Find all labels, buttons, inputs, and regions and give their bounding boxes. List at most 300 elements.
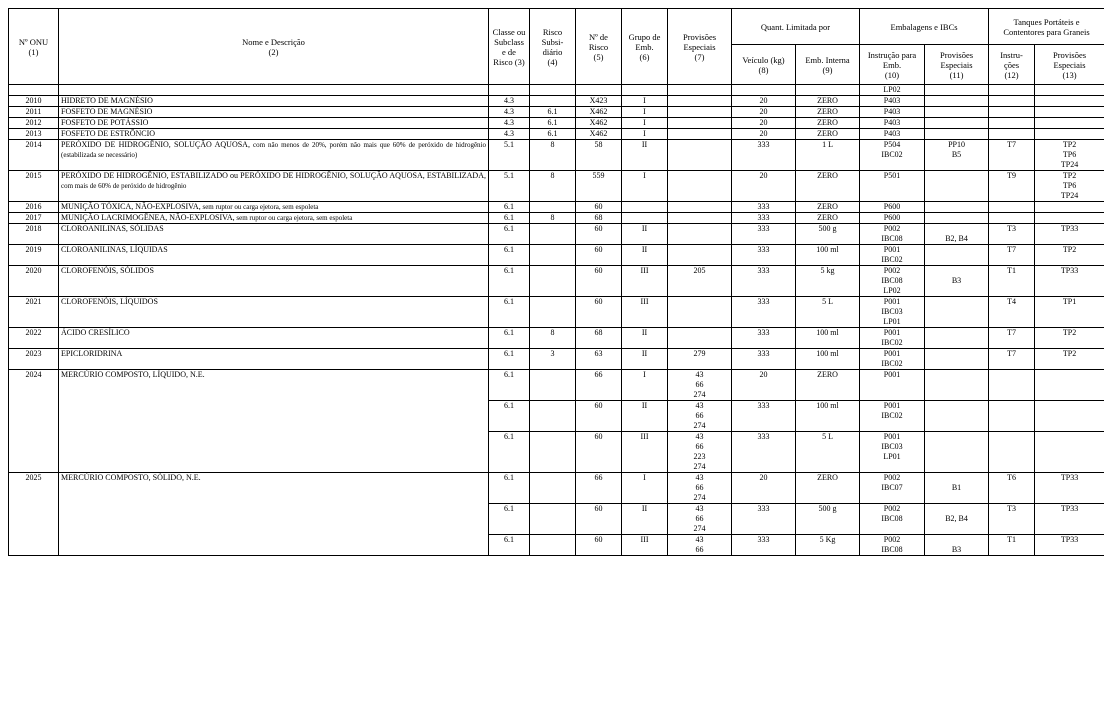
instrucoes-12-cell bbox=[989, 107, 1035, 118]
provisoes-especiais-cell: 43 66 223 274 bbox=[668, 432, 732, 473]
provisoes-especiais-cell bbox=[668, 328, 732, 349]
provisoes-13-cell: TP33 bbox=[1035, 266, 1104, 297]
risco-subsidiario-cell bbox=[530, 245, 576, 266]
instrucao-emb-cell: P001 IBC02 bbox=[860, 245, 925, 266]
provisoes-13-cell: TP33 bbox=[1035, 535, 1104, 556]
document-page bbox=[8, 8, 1104, 613]
instrucoes-12-cell: T7 bbox=[989, 140, 1035, 171]
classe-cell: 6.1 bbox=[489, 213, 530, 224]
nome-descricao-cell: MUNIÇÃO LACRIMOGÊNEA, NÃO-EXPLOSIVA, sem ruptor ou carga ejetora, sem espoleta bbox=[59, 213, 489, 224]
grupo-emb-cell: III bbox=[622, 297, 668, 328]
header-instrucao-emb: Instrução para Emb. (10) bbox=[860, 45, 925, 85]
numero-risco-cell: X462 bbox=[576, 129, 622, 140]
header-provisoes-especiais: Provisões Especiais (7) bbox=[668, 9, 732, 85]
instrucao-emb-cell: P002 IBC08 bbox=[860, 535, 925, 556]
instrucao-emb-cell: P001 IBC03 LP01 bbox=[860, 297, 925, 328]
veiculo-cell: 333 bbox=[732, 297, 796, 328]
numero-risco-cell: 60 bbox=[576, 202, 622, 213]
provisoes-13-cell: TP2 bbox=[1035, 328, 1104, 349]
instrucao-emb-cell: P002 IBC08 LP02 bbox=[860, 266, 925, 297]
grupo-emb-cell: II bbox=[622, 245, 668, 266]
provisoes-13-cell: TP2 bbox=[1035, 349, 1104, 370]
nome-descricao-cell: FOSFETO DE POTÁSSIO bbox=[59, 118, 489, 129]
provisoes-especiais-cell bbox=[668, 171, 732, 202]
nome-descricao-cell: CLOROANILINAS, SÓLIDAS bbox=[59, 224, 489, 245]
onu-number-cell: 2020 bbox=[9, 266, 59, 297]
classe-cell: 6.1 bbox=[489, 401, 530, 432]
emb-interna-cell: ZERO bbox=[796, 118, 860, 129]
table-cell bbox=[622, 85, 668, 96]
onu-number-cell: 2023 bbox=[9, 349, 59, 370]
instrucao-emb-cell: P403 bbox=[860, 96, 925, 107]
veiculo-cell: 20 bbox=[732, 96, 796, 107]
provisoes-11-cell bbox=[925, 349, 989, 370]
header-nome: Nome e Descrição (2) bbox=[59, 9, 489, 85]
emb-interna-cell: 500 g bbox=[796, 224, 860, 245]
provisoes-especiais-cell bbox=[668, 129, 732, 140]
classe-cell: 6.1 bbox=[489, 202, 530, 213]
instrucoes-12-cell: T3 bbox=[989, 224, 1035, 245]
nome-descricao-cell: EPICLORIDRINA bbox=[59, 349, 489, 370]
grupo-emb-cell: III bbox=[622, 535, 668, 556]
numero-risco-cell: 68 bbox=[576, 328, 622, 349]
emb-interna-cell: ZERO bbox=[796, 107, 860, 118]
header-risco-subsidiario: Risco Subsi- diário (4) bbox=[530, 9, 576, 85]
numero-risco-cell: 60 bbox=[576, 224, 622, 245]
numero-risco-cell: 60 bbox=[576, 297, 622, 328]
classe-cell: 4.3 bbox=[489, 107, 530, 118]
nome-descricao-cell: MERCÚRIO COMPOSTO, LÍQUIDO, N.E. bbox=[59, 370, 489, 473]
veiculo-cell: 333 bbox=[732, 432, 796, 473]
provisoes-11-cell bbox=[925, 107, 989, 118]
provisoes-especiais-cell bbox=[668, 245, 732, 266]
provisoes-13-cell bbox=[1035, 401, 1104, 432]
instrucao-emb-cell: P403 bbox=[860, 129, 925, 140]
grupo-emb-cell: II bbox=[622, 140, 668, 171]
risco-subsidiario-cell bbox=[530, 504, 576, 535]
table-row bbox=[9, 349, 1105, 370]
onu-number-cell: 2019 bbox=[9, 245, 59, 266]
classe-cell: 6.1 bbox=[489, 224, 530, 245]
onu-number-cell: 2025 bbox=[9, 473, 59, 556]
nome-descricao-cell: FOSFETO DE MAGNÉSIO bbox=[59, 107, 489, 118]
provisoes-especiais-cell bbox=[668, 107, 732, 118]
emb-interna-cell: 5 Kg bbox=[796, 535, 860, 556]
instrucoes-12-cell bbox=[989, 129, 1035, 140]
provisoes-especiais-cell: 279 bbox=[668, 349, 732, 370]
table-row bbox=[9, 328, 1105, 349]
instrucoes-12-cell bbox=[989, 213, 1035, 224]
emb-interna-cell: 5 kg bbox=[796, 266, 860, 297]
table-row bbox=[9, 202, 1105, 213]
veiculo-cell: 333 bbox=[732, 224, 796, 245]
provisoes-13-cell: TP33 bbox=[1035, 504, 1104, 535]
grupo-emb-cell: I bbox=[622, 370, 668, 401]
provisoes-13-cell bbox=[1035, 202, 1104, 213]
veiculo-cell: 20 bbox=[732, 370, 796, 401]
provisoes-especiais-cell bbox=[668, 213, 732, 224]
header-veiculo: Veículo (kg) (8) bbox=[732, 45, 796, 85]
table-row bbox=[9, 245, 1105, 266]
classe-cell: 6.1 bbox=[489, 473, 530, 504]
veiculo-cell: 333 bbox=[732, 349, 796, 370]
provisoes-13-cell bbox=[1035, 370, 1104, 401]
provisoes-11-cell bbox=[925, 202, 989, 213]
header-quant-limitada: Quant. Limitada por bbox=[732, 9, 860, 45]
risco-subsidiario-cell: 6.1 bbox=[530, 107, 576, 118]
numero-risco-cell: 58 bbox=[576, 140, 622, 171]
table-row bbox=[9, 473, 1105, 504]
emb-interna-cell: 5 L bbox=[796, 432, 860, 473]
header-onu: Nº ONU (1) bbox=[9, 9, 59, 85]
emb-interna-cell: ZERO bbox=[796, 171, 860, 202]
instrucao-emb-cell: P002 IBC08 bbox=[860, 504, 925, 535]
risco-subsidiario-cell bbox=[530, 297, 576, 328]
classe-cell: 6.1 bbox=[489, 349, 530, 370]
classe-cell: 6.1 bbox=[489, 245, 530, 266]
provisoes-13-cell bbox=[1035, 432, 1104, 473]
provisoes-11-cell bbox=[925, 171, 989, 202]
table-body bbox=[9, 85, 1105, 556]
grupo-emb-cell: I bbox=[622, 171, 668, 202]
veiculo-cell: 333 bbox=[732, 202, 796, 213]
onu-number-cell: 2021 bbox=[9, 297, 59, 328]
provisoes-11-cell: B2, B4 bbox=[925, 504, 989, 535]
emb-interna-cell: 100 ml bbox=[796, 349, 860, 370]
numero-risco-cell: 60 bbox=[576, 504, 622, 535]
provisoes-11-cell bbox=[925, 401, 989, 432]
table-row bbox=[9, 266, 1105, 297]
onu-number-cell: 2022 bbox=[9, 328, 59, 349]
header-instrucoes-12: Instru- ções (12) bbox=[989, 45, 1035, 85]
veiculo-cell: 20 bbox=[732, 118, 796, 129]
veiculo-cell: 333 bbox=[732, 213, 796, 224]
emb-interna-cell: 100 ml bbox=[796, 245, 860, 266]
onu-number-cell: 2014 bbox=[9, 140, 59, 171]
provisoes-13-cell bbox=[1035, 96, 1104, 107]
table-cell bbox=[530, 85, 576, 96]
provisoes-especiais-cell: 43 66 274 bbox=[668, 504, 732, 535]
provisoes-13-cell bbox=[1035, 213, 1104, 224]
provisoes-11-cell bbox=[925, 370, 989, 401]
classe-cell: 6.1 bbox=[489, 266, 530, 297]
instrucoes-12-cell bbox=[989, 96, 1035, 107]
instrucao-emb-cell: P001 IBC02 bbox=[860, 349, 925, 370]
grupo-emb-cell bbox=[622, 213, 668, 224]
instrucao-emb-cell: P403 bbox=[860, 107, 925, 118]
provisoes-especiais-cell bbox=[668, 118, 732, 129]
provisoes-especiais-cell: 205 bbox=[668, 266, 732, 297]
grupo-emb-cell: III bbox=[622, 432, 668, 473]
risco-subsidiario-cell: 6.1 bbox=[530, 118, 576, 129]
onu-number-cell: 2011 bbox=[9, 107, 59, 118]
risco-subsidiario-cell: 8 bbox=[530, 140, 576, 171]
nome-descricao-cell: CLOROANILINAS, LÍQUIDAS bbox=[59, 245, 489, 266]
table-row bbox=[9, 129, 1105, 140]
instrucoes-12-cell: T1 bbox=[989, 266, 1035, 297]
provisoes-11-cell: PP10 B5 bbox=[925, 140, 989, 171]
emb-interna-cell: ZERO bbox=[796, 96, 860, 107]
instrucoes-12-cell: T6 bbox=[989, 473, 1035, 504]
instrucao-emb-cell: P504 IBC02 bbox=[860, 140, 925, 171]
dangerous-goods-table bbox=[8, 8, 1104, 556]
provisoes-11-cell: B3 bbox=[925, 535, 989, 556]
grupo-emb-cell: I bbox=[622, 96, 668, 107]
table-cell bbox=[9, 85, 59, 96]
nome-descricao-cell: FOSFETO DE ESTRÔNCIO bbox=[59, 129, 489, 140]
provisoes-especiais-cell: 43 66 274 bbox=[668, 401, 732, 432]
veiculo-cell: 333 bbox=[732, 328, 796, 349]
grupo-emb-cell bbox=[622, 202, 668, 213]
provisoes-11-cell: B2, B4 bbox=[925, 224, 989, 245]
provisoes-especiais-cell bbox=[668, 140, 732, 171]
instrucao-emb-cell: P001 IBC02 bbox=[860, 328, 925, 349]
instrucao-emb-cell: P403 bbox=[860, 118, 925, 129]
emb-interna-cell: 5 L bbox=[796, 297, 860, 328]
classe-cell: 6.1 bbox=[489, 297, 530, 328]
classe-cell: 6.1 bbox=[489, 504, 530, 535]
numero-risco-cell: X423 bbox=[576, 96, 622, 107]
table-row bbox=[9, 297, 1105, 328]
classe-cell: 5.1 bbox=[489, 140, 530, 171]
numero-risco-cell: 60 bbox=[576, 432, 622, 473]
table-row bbox=[9, 118, 1105, 129]
numero-risco-cell: 60 bbox=[576, 401, 622, 432]
onu-number-cell: 2012 bbox=[9, 118, 59, 129]
numero-risco-cell: 63 bbox=[576, 349, 622, 370]
instrucao-emb-cell: P501 bbox=[860, 171, 925, 202]
numero-risco-cell: 559 bbox=[576, 171, 622, 202]
instrucao-emb-cell: P002 IBC07 bbox=[860, 473, 925, 504]
instrucoes-12-cell: T7 bbox=[989, 349, 1035, 370]
onu-number-cell: 2018 bbox=[9, 224, 59, 245]
veiculo-cell: 333 bbox=[732, 401, 796, 432]
onu-number-cell: 2013 bbox=[9, 129, 59, 140]
grupo-emb-cell: I bbox=[622, 118, 668, 129]
table-cell bbox=[989, 85, 1035, 96]
instrucoes-12-cell: T1 bbox=[989, 535, 1035, 556]
table-cell bbox=[1035, 85, 1104, 96]
provisoes-11-cell bbox=[925, 245, 989, 266]
veiculo-cell: 20 bbox=[732, 473, 796, 504]
emb-interna-cell: ZERO bbox=[796, 213, 860, 224]
table-cell bbox=[489, 85, 530, 96]
emb-interna-cell: ZERO bbox=[796, 202, 860, 213]
numero-risco-cell: X462 bbox=[576, 107, 622, 118]
nome-descricao-cell: MUNIÇÃO TÓXICA, NÃO-EXPLOSIVA, sem ruptor ou carga ejetora, sem espoleta bbox=[59, 202, 489, 213]
risco-subsidiario-cell: 6.1 bbox=[530, 129, 576, 140]
risco-subsidiario-cell bbox=[530, 401, 576, 432]
provisoes-especiais-cell: 43 66 274 bbox=[668, 473, 732, 504]
provisoes-11-cell bbox=[925, 118, 989, 129]
provisoes-13-cell: TP33 bbox=[1035, 473, 1104, 504]
table-cell bbox=[668, 85, 732, 96]
grupo-emb-cell: II bbox=[622, 328, 668, 349]
emb-interna-cell: 100 ml bbox=[796, 328, 860, 349]
veiculo-cell: 333 bbox=[732, 266, 796, 297]
instrucoes-12-cell bbox=[989, 202, 1035, 213]
emb-interna-cell: 500 g bbox=[796, 504, 860, 535]
veiculo-cell: 20 bbox=[732, 129, 796, 140]
header-embalagens-ibcs: Embalagens e IBCs bbox=[860, 9, 989, 45]
table-row bbox=[9, 171, 1105, 202]
instrucao-emb-cell: P600 bbox=[860, 202, 925, 213]
provisoes-13-cell bbox=[1035, 129, 1104, 140]
emb-interna-cell: ZERO bbox=[796, 129, 860, 140]
numero-risco-cell: 66 bbox=[576, 370, 622, 401]
emb-interna-cell: 1 L bbox=[796, 140, 860, 171]
table-row bbox=[9, 140, 1105, 171]
veiculo-cell: 333 bbox=[732, 504, 796, 535]
risco-subsidiario-cell bbox=[530, 96, 576, 107]
provisoes-13-cell: TP33 bbox=[1035, 224, 1104, 245]
provisoes-13-cell bbox=[1035, 107, 1104, 118]
numero-risco-cell: 66 bbox=[576, 473, 622, 504]
classe-cell: 4.3 bbox=[489, 118, 530, 129]
veiculo-cell: 333 bbox=[732, 140, 796, 171]
table-row bbox=[9, 213, 1105, 224]
instrucoes-12-cell bbox=[989, 370, 1035, 401]
provisoes-11-cell bbox=[925, 297, 989, 328]
classe-cell: 4.3 bbox=[489, 96, 530, 107]
provisoes-11-cell bbox=[925, 432, 989, 473]
instrucao-emb-cell: P002 IBC08 bbox=[860, 224, 925, 245]
provisoes-especiais-cell bbox=[668, 224, 732, 245]
grupo-emb-cell: II bbox=[622, 401, 668, 432]
provisoes-11-cell: B3 bbox=[925, 266, 989, 297]
onu-number-cell: 2024 bbox=[9, 370, 59, 473]
provisoes-11-cell bbox=[925, 213, 989, 224]
table-row bbox=[9, 224, 1105, 245]
grupo-emb-cell: II bbox=[622, 504, 668, 535]
risco-subsidiario-cell bbox=[530, 535, 576, 556]
risco-subsidiario-cell bbox=[530, 473, 576, 504]
table-row bbox=[9, 370, 1105, 401]
emb-interna-cell: 100 ml bbox=[796, 401, 860, 432]
onu-number-cell: 2010 bbox=[9, 96, 59, 107]
veiculo-cell: 20 bbox=[732, 107, 796, 118]
risco-subsidiario-cell: 8 bbox=[530, 171, 576, 202]
provisoes-13-cell: TP2 TP6 TP24 bbox=[1035, 140, 1104, 171]
onu-number-cell: 2016 bbox=[9, 202, 59, 213]
table-cell bbox=[59, 85, 489, 96]
table-row bbox=[9, 96, 1105, 107]
instrucoes-12-cell: T4 bbox=[989, 297, 1035, 328]
grupo-emb-cell: I bbox=[622, 129, 668, 140]
instrucoes-12-cell: T9 bbox=[989, 171, 1035, 202]
instrucao-emb-cell: P600 bbox=[860, 213, 925, 224]
risco-subsidiario-cell bbox=[530, 432, 576, 473]
emb-interna-cell: ZERO bbox=[796, 473, 860, 504]
classe-cell: 6.1 bbox=[489, 328, 530, 349]
nome-descricao-cell: CLOROFENÓIS, SÓLIDOS bbox=[59, 266, 489, 297]
numero-risco-cell: 60 bbox=[576, 245, 622, 266]
numero-risco-cell: 60 bbox=[576, 535, 622, 556]
risco-subsidiario-cell bbox=[530, 370, 576, 401]
risco-subsidiario-cell: 3 bbox=[530, 349, 576, 370]
provisoes-especiais-cell bbox=[668, 297, 732, 328]
classe-cell: 4.3 bbox=[489, 129, 530, 140]
risco-subsidiario-cell bbox=[530, 224, 576, 245]
grupo-emb-cell: II bbox=[622, 349, 668, 370]
instrucoes-12-cell bbox=[989, 118, 1035, 129]
provisoes-especiais-cell: 43 66 bbox=[668, 535, 732, 556]
instrucoes-12-cell bbox=[989, 432, 1035, 473]
instrucoes-12-cell: T3 bbox=[989, 504, 1035, 535]
risco-subsidiario-cell: 8 bbox=[530, 213, 576, 224]
provisoes-13-cell: TP1 bbox=[1035, 297, 1104, 328]
classe-cell: 6.1 bbox=[489, 535, 530, 556]
header-emb-interna: Emb. Interna (9) bbox=[796, 45, 860, 85]
table-row bbox=[9, 107, 1105, 118]
nome-descricao-cell: PERÓXIDO DE HIDROGÊNIO, ESTABILIZADO ou PERÓXIDO DE HIDROGÊNIO, SOLUÇÃO AQUOSA, ESTABILIZADA, com mais de 60% de peróxido de hidrogênio bbox=[59, 171, 489, 202]
nome-descricao-cell: MERCÚRIO COMPOSTO, SÓLIDO, N.E. bbox=[59, 473, 489, 556]
veiculo-cell: 333 bbox=[732, 535, 796, 556]
onu-number-cell: 2017 bbox=[9, 213, 59, 224]
provisoes-especiais-cell bbox=[668, 96, 732, 107]
instrucoes-12-cell: T7 bbox=[989, 328, 1035, 349]
numero-risco-cell: X462 bbox=[576, 118, 622, 129]
instrucao-emb-cell: P001 IBC02 bbox=[860, 401, 925, 432]
grupo-emb-cell: I bbox=[622, 473, 668, 504]
provisoes-13-cell bbox=[1035, 118, 1104, 129]
nome-descricao-cell: HIDRETO DE MAGNÉSIO bbox=[59, 96, 489, 107]
header-classe: Classe ou Subclass e de Risco (3) bbox=[489, 9, 530, 85]
emb-interna-cell: ZERO bbox=[796, 370, 860, 401]
header-provisoes-11: Provisões Especiais (11) bbox=[925, 45, 989, 85]
classe-cell: 6.1 bbox=[489, 370, 530, 401]
table-cell bbox=[796, 85, 860, 96]
provisoes-13-cell: TP2 TP6 TP24 bbox=[1035, 171, 1104, 202]
grupo-emb-cell: III bbox=[622, 266, 668, 297]
header-numero-risco: Nº de Risco (5) bbox=[576, 9, 622, 85]
onu-number-cell: 2015 bbox=[9, 171, 59, 202]
grupo-emb-cell: I bbox=[622, 107, 668, 118]
provisoes-11-cell: B1 bbox=[925, 473, 989, 504]
veiculo-cell: 20 bbox=[732, 171, 796, 202]
risco-subsidiario-cell bbox=[530, 202, 576, 213]
table-cell bbox=[925, 85, 989, 96]
table-cell: LP02 bbox=[860, 85, 925, 96]
nome-descricao-cell: CLOROFENÓIS, LÍQUIDOS bbox=[59, 297, 489, 328]
provisoes-11-cell bbox=[925, 328, 989, 349]
veiculo-cell: 333 bbox=[732, 245, 796, 266]
risco-subsidiario-cell: 8 bbox=[530, 328, 576, 349]
table-row bbox=[9, 85, 1105, 96]
table-cell bbox=[576, 85, 622, 96]
provisoes-11-cell bbox=[925, 96, 989, 107]
numero-risco-cell: 68 bbox=[576, 213, 622, 224]
provisoes-13-cell: TP2 bbox=[1035, 245, 1104, 266]
grupo-emb-cell: II bbox=[622, 224, 668, 245]
instrucao-emb-cell: P001 bbox=[860, 370, 925, 401]
header-tanques: Tanques Portáteis e Contentores para Graneis bbox=[989, 9, 1104, 45]
classe-cell: 6.1 bbox=[489, 432, 530, 473]
classe-cell: 5.1 bbox=[489, 171, 530, 202]
instrucoes-12-cell: T7 bbox=[989, 245, 1035, 266]
provisoes-11-cell bbox=[925, 129, 989, 140]
table-cell bbox=[732, 85, 796, 96]
instrucao-emb-cell: P001 IBC03 LP01 bbox=[860, 432, 925, 473]
header-grupo-emb: Grupo de Emb. (6) bbox=[622, 9, 668, 85]
nome-descricao-cell: ÁCIDO CRESÍLICO bbox=[59, 328, 489, 349]
risco-subsidiario-cell bbox=[530, 266, 576, 297]
nome-descricao-cell: PERÓXIDO DE HIDROGÊNIO, SOLUÇÃO AQUOSA, com não menos de 20%, porém não mais que 60% de peróxido de hidrogênio (estabilizada se necessário) bbox=[59, 140, 489, 171]
header-provisoes-13: Provisões Especiais (13) bbox=[1035, 45, 1104, 85]
instrucoes-12-cell bbox=[989, 401, 1035, 432]
numero-risco-cell: 60 bbox=[576, 266, 622, 297]
provisoes-especiais-cell bbox=[668, 202, 732, 213]
